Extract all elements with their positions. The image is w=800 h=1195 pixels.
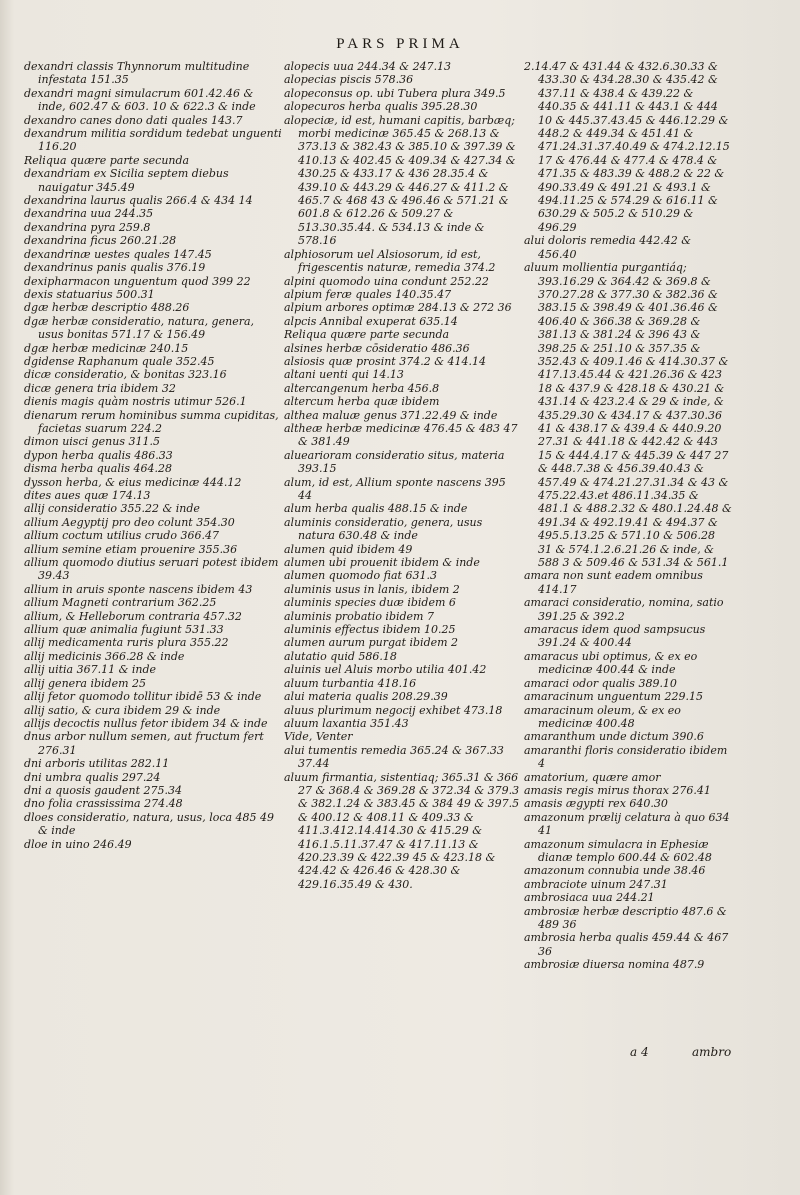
- index-entry: allij fetor quomodo tollitur ibidē 53 & inde: [24, 690, 262, 704]
- index-entry: dexis statuarius 500.31: [24, 287, 155, 301]
- index-entry: dexandriam ex Sicilia septem diebus nauigatur 345.49: [24, 167, 229, 194]
- index-entry: aluminis usus in lanis, ibidem 2: [284, 582, 460, 596]
- index-entry: alui doloris remedia 442.42 & 456.40: [524, 234, 691, 261]
- index-entry: amaracinum unguentum 229.15: [524, 690, 703, 704]
- index-entry: allium in aruis sponte nascens ibidem 43: [24, 582, 253, 596]
- index-entry: allium semine etiam prouenire 355.36: [24, 542, 238, 556]
- index-entry: dexandrinæ uestes quales 147.45: [24, 247, 212, 261]
- index-entry: dites aues quæ 174.13: [24, 489, 151, 502]
- index-entry: dexandri magni simulacrum 601.42.46 & inde, 602.47 & 603. 10 & 622.3 & inde: [24, 86, 256, 114]
- index-entry: alutatio quid 586.18: [284, 649, 397, 663]
- index-entry: alopeciæ, id est, humani capitis, barbæq; morbi medicinæ 365.45 & 268.13 & 373.13 & 382.43 & 385.10 & 397.39 & 410.13 & 402.45 & 409.34 & 427.34 & 430.25 & 433.17 & 436 28.35.4 & 439.10 & 443.29 & 446.27 & 411.2 & 465.7 & 468 43 & 496.46 & 571.21 & 601.8 & 612.26 & 509.27 & 513.30.35.44. & 534.13 & inde & 578.16: [284, 113, 516, 248]
- index-entry: alopeconsus op. ubi Tubera plura 349.5: [284, 86, 506, 100]
- index-entry: ambraciote uinum 247.31: [524, 877, 668, 891]
- index-entry: dexipharmacon unguentum quod 399 22: [24, 274, 251, 288]
- index-entry: alui materia qualis 208.29.39: [284, 690, 448, 704]
- index-entry: amasis ægypti rex 640.30: [524, 797, 668, 811]
- index-entry: alumen ubi prouenit ibidem & inde: [284, 556, 480, 570]
- index-entry: dgæ herbæ medicinæ 240.15: [24, 341, 189, 355]
- index-entry: alpcis Annibal exuperat 635.14: [284, 314, 458, 328]
- index-column-3: [524, 60, 732, 972]
- running-head: PARS PRIMA: [336, 36, 464, 52]
- index-entry: allium, & Helleborum contraria 457.32: [24, 609, 242, 623]
- index-entry: amatorium, quære amor: [524, 770, 661, 784]
- index-entry: Vide, Venter: [284, 730, 353, 744]
- index-entry: 2.14.47 & 431.44 & 432.6.30.33 & 433.30 & 434.28.30 & 435.42 & 437.11 & 438.4 & 439.22 & 440.35 & 441.11 & 443.1 & 444 10 & 445.37.43.45 & 446.12.29 & 448.2 & 449.34 & 451.41 & 471.24.31.37.40.49 & 474.2.12.15 17 & 476.44 & 477.4 & 478.4 & 471.35 & 483.39 & 488.2 & 22 & 490.33.49 & 491.21 & 493.1 & 494.11.25 & 574.29 & 616.11 & 630.29 & 505.2 & 510.29 & 496.29: [524, 60, 730, 234]
- index-entry: dni a quosis gaudent 275.34: [24, 783, 182, 797]
- index-entry: dypon herba qualis 486.33: [24, 448, 173, 462]
- index-entry: allij genera ibidem 25: [24, 676, 147, 690]
- index-entry: allium coctum utilius crudo 366.47: [24, 529, 219, 543]
- index-column-2: [284, 60, 520, 891]
- index-entry: dloes consideratio, natura, usus, loca 485 49 & inde: [24, 810, 275, 838]
- index-entry: aluminis species duæ ibidem 6: [284, 596, 456, 610]
- index-entry: aluum laxantia 351.43: [284, 716, 409, 730]
- index-entry: dysson herba, & eius medicinæ 444.12: [24, 475, 242, 489]
- index-entry: ambrosiæ diuersa nomina 487.9: [524, 958, 705, 972]
- index-entry: allij medicamenta ruris plura 355.22: [24, 636, 229, 650]
- index-entry: amazonum connubia unde 38.46: [524, 864, 706, 878]
- index-entry: alum herba qualis 488.15 & inde: [284, 502, 468, 516]
- index-entry: dicæ consideratio, & bonitas 323.16: [24, 368, 227, 382]
- index-entry: dnus arbor nullum semen, aut fructum fert 276.31: [24, 730, 264, 757]
- index-entry: allij uitia 367.11 & inde: [24, 663, 157, 677]
- index-entry: dexandrinus panis qualis 376.19: [24, 261, 206, 275]
- catchword: ambro: [692, 1045, 732, 1059]
- index-entry: ambrosiæ herbæ descriptio 487.6 & 489 36: [524, 904, 727, 931]
- index-entry: Reliqua quære parte secunda: [24, 153, 190, 167]
- index-entry: alphiosorum uel Alsiosorum, id est, frigescentis naturæ, remedia 374.2: [284, 247, 496, 275]
- index-entry: alopecias piscis 578.36: [284, 73, 414, 87]
- index-entry: amara non sunt eadem omnibus 414.17: [524, 569, 703, 596]
- index-entry: alsines herbæ cōsideratio 486.36: [284, 341, 470, 355]
- index-entry: alpium feræ quales 140.35.47: [284, 287, 452, 301]
- index-entry: amaracinum oleum, & ex eo medicinæ 400.48: [524, 703, 681, 730]
- index-entry: altercangenum herba 456.8: [284, 381, 440, 395]
- index-entry: amaracus idem quod sampsucus 391.24 & 400.44: [524, 623, 706, 650]
- index-entry: aluminis probatio ibidem 7: [284, 609, 434, 623]
- index-entry: dexandri classis Thynnorum multitudine infestata 151.35: [24, 60, 250, 87]
- index-entry: aluus plurimum negocij exhibet 473.18: [284, 703, 503, 717]
- index-entry: alumen quid ibidem 49: [284, 542, 413, 556]
- index-entry: alopecis uua 244.34 & 247.13: [284, 60, 452, 73]
- signature-mark: a 4: [630, 1045, 649, 1059]
- index-entry: alsiosis quæ prosint 374.2 & 414.14: [284, 354, 486, 368]
- index-entry: dienis magis quàm nostris utimur 526.1: [24, 395, 247, 409]
- index-entry: dismа herba qualis 464.28: [24, 462, 172, 476]
- index-column-1: [24, 60, 282, 851]
- index-entry: dgæ herbæ consideratio, natura, genera, usus bonitas 571.17 & 156.49: [24, 314, 255, 342]
- index-entry: ambrosia herba qualis 459.44 & 467 36: [524, 931, 729, 958]
- index-entry: amasis regis mirus thorax 276.41: [524, 783, 711, 797]
- index-entry: amaraci odor qualis 389.10: [524, 676, 677, 690]
- index-entry: amaraci consideratio, nomina, satio 391.25 & 392.2: [524, 596, 724, 623]
- index-entry: dexandrum militia sordidum tedebat unguenti 116.20: [24, 127, 282, 154]
- index-columns: [24, 60, 732, 1140]
- index-entry: allij consideratio 355.22 & inde: [24, 502, 200, 516]
- index-entry: dni arboris utilitas 282.11: [24, 757, 170, 771]
- index-entry: alui tumentis remedia 365.24 & 367.33 37.44: [284, 743, 504, 771]
- index-entry: ambrosiaca uua 244.21: [524, 891, 655, 905]
- index-entry: dgæ herbæ descriptio 488.26: [24, 301, 190, 315]
- index-entry: allium quæ animalia fugiunt 531.33: [24, 623, 224, 637]
- index-entry: dexandrina ficus 260.21.28: [24, 234, 177, 248]
- index-entry: dimon uisci genus 311.5: [24, 435, 160, 449]
- index-entry: dexandrina pyra 259.8: [24, 220, 151, 234]
- index-entry: altercum herba quæ ibidem: [284, 395, 440, 409]
- index-entry: allij satio, & cura ibidem 29 & inde: [24, 703, 221, 717]
- index-entry: aluminis effectus ibidem 10.25: [284, 623, 456, 637]
- index-entry: allium Aegyptij pro deo colunt 354.30: [24, 515, 235, 529]
- index-entry: amazonum simulacra in Ephesiæ dianæ templo 600.44 & 602.48: [524, 837, 712, 864]
- index-entry: aluearioram consideratio situs, materia 393.15: [284, 448, 505, 476]
- index-entry: alopecuros herba qualis 395.28.30: [284, 100, 478, 114]
- index-entry: dni umbra qualis 297.24: [24, 770, 161, 784]
- index-entry: amaranthi floris consideratio ibidem 4: [524, 743, 728, 771]
- index-entry: alumen quomodo fiat 631.3: [284, 569, 437, 583]
- index-entry: dexandrina uua 244.35: [24, 207, 154, 221]
- index-entry: alpium arbores optimæ 284.13 & 272 36: [284, 301, 512, 315]
- index-entry: allium quomodo diutius seruari potest ibidem 39.43: [24, 556, 279, 583]
- index-entry: dienarum rerum hominibus summa cupiditas, facietas suarum 224.2: [24, 408, 279, 435]
- index-entry: Reliqua quære parte secunda: [284, 328, 450, 342]
- index-entry: altheæ herbæ medicinæ 476.45 & 483 47 & 381.49: [284, 421, 518, 449]
- index-entry: aluum mollientia purgantiáq; 393.16.29 & 364.42 & 369.8 & 370.27.28 & 377.30 & 382.36 & 383.15 & 398.49 & 401.36.46 & 406.40 & 366.38 & 369.28 & 381.13 & 381.24 & 396 43 & 398.25 & 251.10 & 357.35 & 352.43 & 409.1.46 & 414.30.37 & 417.13.45.44 & 421.26.36 & 423 18 & 437.9 & 428.18 & 430.21 & 431.14 & 423.2.4 & 29 & inde, & 435.29.30 & 434.17 & 437.30.36 41 & 438.17 & 439.4 & 440.9.20 27.31 & 441.18 & 442.42 & 443 15 & 444.4.17 & 445.39 & 447 27 & 448.7.38 & 456.39.40.43 & 457.49 & 474.21.27.31.34 & 43 & 475.22.43.et 486.11.34.35 & 481.1 & 488.2.32 & 480.1.24.48 & 491.34 & 492.19.41 & 494.37 & 495.5.13.25 & 571.10 & 506.28 31 & 574.1.2.6.21.26 & inde, & 588 3 & 509.46 & 531.34 & 561.1: [524, 261, 732, 570]
- index-entry: alum, id est, Allium sponte nascens 395 44: [284, 475, 506, 502]
- index-entry: dgidense Raphanum quale 352.45: [24, 354, 215, 368]
- index-entry: allijs decoctis nullus fetor ibidem 34 & inde: [24, 716, 268, 730]
- index-entry: alumen aurum purgat ibidem 2: [284, 636, 459, 650]
- index-entry: dexandro canes dono dati quales 143.7: [24, 113, 243, 127]
- index-entry: altani uenti qui 14.13: [284, 368, 404, 382]
- index-entry: alpini quomodo uina condunt 252.22: [284, 274, 489, 288]
- index-entry: allij medicinis 366.28 & inde: [24, 649, 185, 663]
- index-entry: amaracus ubi optimus, & ex eo medicinæ 400.44 & inde: [524, 649, 698, 677]
- index-entry: aluum turbantia 418.16: [284, 676, 417, 690]
- index-entry: amazonum prælij celatura à quo 634 41: [524, 810, 730, 838]
- index-entry: aluum firmantia, sistentiaq; 365.31 & 366 27 & 368.4 & 369.28 & 372.34 & 379.3 & 382.1.24 & 383.45 & 384 49 & 397.5 & 400.12 & 408.11 & 409.33 & 411.3.412.14.414.30 & 415.29 & 416.1.5.11.37.47 & 417.11.13 & 420.23.39 & 422.39 45 & 423.18 & 424.42 & 426.46 & 428.30 & 429.16.35.49 & 430.: [284, 770, 520, 891]
- index-entry: dicæ genera tria ibidem 32: [24, 381, 176, 395]
- index-entry: aluminis consideratio, genera, usus natura 630.48 & inde: [284, 515, 483, 543]
- index-entry: allium Magneti contrarium 362.25: [24, 596, 217, 610]
- index-entry: dloe in uino 246.49: [24, 837, 132, 851]
- index-entry: althea maluæ genus 371.22.49 & inde: [284, 408, 498, 422]
- index-entry: dno folia crassissima 274.48: [24, 797, 183, 811]
- index-entry: dexandrina laurus qualis 266.4 & 434 14: [24, 194, 253, 208]
- index-entry: aluinis uel Aluis morbo utilia 401.42: [284, 663, 487, 677]
- index-entry: amaranthum unde dictum 390.6: [524, 730, 704, 744]
